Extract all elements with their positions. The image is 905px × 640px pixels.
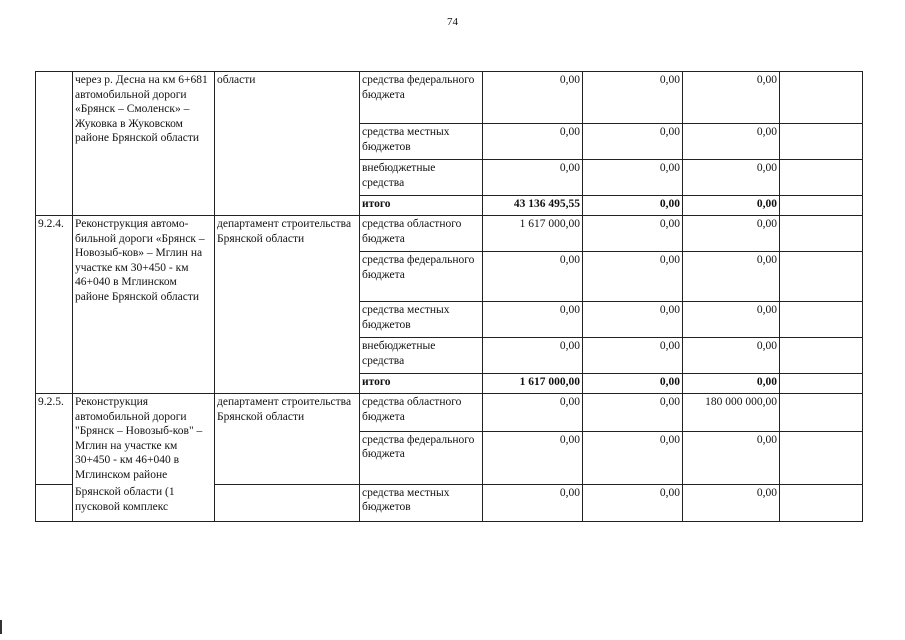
value-cell: 0,00 (583, 431, 683, 484)
empty-cell (780, 196, 863, 216)
value-cell: 0,00 (583, 124, 683, 160)
value-cell: 0,00 (583, 160, 683, 196)
item-name-continued: Брянской области (1 пусковой комплекс (73, 484, 215, 521)
empty-cell (780, 431, 863, 484)
item-code (36, 72, 73, 216)
value-cell: 0,00 (583, 338, 683, 374)
item-name: Реконструкция автомобильной дороги "Брянск – Новозыб-ков" – Мглин на участке км 30+450 - км 46+040 в Мглинском районе (73, 394, 215, 485)
funding-source: средства местных бюджетов (360, 124, 483, 160)
empty-cell (780, 252, 863, 302)
value-cell: 0,00 (683, 216, 780, 252)
value-cell: 0,00 (483, 431, 583, 484)
empty-cell (780, 72, 863, 124)
total-label: итого (360, 374, 483, 394)
item-executor: департамент строительства Брянской области (215, 216, 360, 394)
value-cell: 0,00 (683, 72, 780, 124)
total-value: 0,00 (583, 374, 683, 394)
item-code: 9.2.5. (36, 394, 73, 485)
value-cell: 0,00 (483, 302, 583, 338)
value-cell: 0,00 (483, 338, 583, 374)
funding-source: средства местных бюджетов (360, 302, 483, 338)
table-row (36, 484, 863, 521)
value-cell: 0,00 (583, 216, 683, 252)
funding-source: внебюджетные средства (360, 338, 483, 374)
value-cell: 0,00 (683, 160, 780, 196)
budget-table (35, 71, 863, 522)
empty-cell (780, 394, 863, 432)
value-cell: 0,00 (583, 394, 683, 432)
table-row (36, 216, 863, 252)
item-name: через р. Десна на км 6+681 автомобильной дороги «Брянск – Смоленск» – Жуковка в Жуковском районе Брянской области (73, 72, 215, 216)
value-cell: 180 000 000,00 (683, 394, 780, 432)
total-value: 0,00 (583, 196, 683, 216)
total-value: 0,00 (683, 196, 780, 216)
value-cell: 0,00 (683, 252, 780, 302)
value-cell: 0,00 (683, 302, 780, 338)
empty-cell (215, 484, 360, 521)
funding-source: средства областного бюджета (360, 394, 483, 432)
empty-cell (780, 216, 863, 252)
value-cell: 1 617 000,00 (483, 216, 583, 252)
page-number: 74 (447, 16, 458, 28)
empty-cell (780, 484, 863, 521)
value-cell: 0,00 (483, 124, 583, 160)
funding-source: внебюджетные средства (360, 160, 483, 196)
item-executor: департамент строительства Брянской области (215, 394, 360, 485)
item-code: 9.2.4. (36, 216, 73, 394)
value-cell: 0,00 (583, 484, 683, 521)
value-cell: 0,00 (683, 431, 780, 484)
empty-cell (780, 374, 863, 394)
value-cell: 0,00 (483, 484, 583, 521)
total-value: 43 136 495,55 (483, 196, 583, 216)
value-cell: 0,00 (483, 160, 583, 196)
empty-cell (780, 124, 863, 160)
value-cell: 0,00 (483, 252, 583, 302)
item-executor: области (215, 72, 360, 216)
item-name: Реконструкция автомо-бильной дороги «Брянск – Новозыб-ков» – Мглин на участке км 30+450 - км 46+040 в Мглинском районе Брянской области (73, 216, 215, 394)
funding-source: средства федерального бюджета (360, 72, 483, 124)
total-label: итого (360, 196, 483, 216)
empty-cell (780, 302, 863, 338)
funding-source: средства федерального бюджета (360, 431, 483, 484)
total-value: 1 617 000,00 (483, 374, 583, 394)
total-value: 0,00 (683, 374, 780, 394)
funding-source: средства федерального бюджета (360, 252, 483, 302)
value-cell: 0,00 (683, 484, 780, 521)
empty-cell (780, 160, 863, 196)
table-row (36, 394, 863, 432)
value-cell: 0,00 (583, 302, 683, 338)
value-cell: 0,00 (583, 252, 683, 302)
table-row (36, 72, 863, 124)
value-cell: 0,00 (683, 124, 780, 160)
value-cell: 0,00 (483, 72, 583, 124)
funding-source: средства областного бюджета (360, 216, 483, 252)
funding-source: средства местных бюджетов (360, 484, 483, 521)
empty-cell (780, 338, 863, 374)
value-cell: 0,00 (583, 72, 683, 124)
value-cell: 0,00 (683, 338, 780, 374)
scan-edge-mark (0, 620, 2, 634)
empty-cell (36, 484, 73, 521)
value-cell: 0,00 (483, 394, 583, 432)
